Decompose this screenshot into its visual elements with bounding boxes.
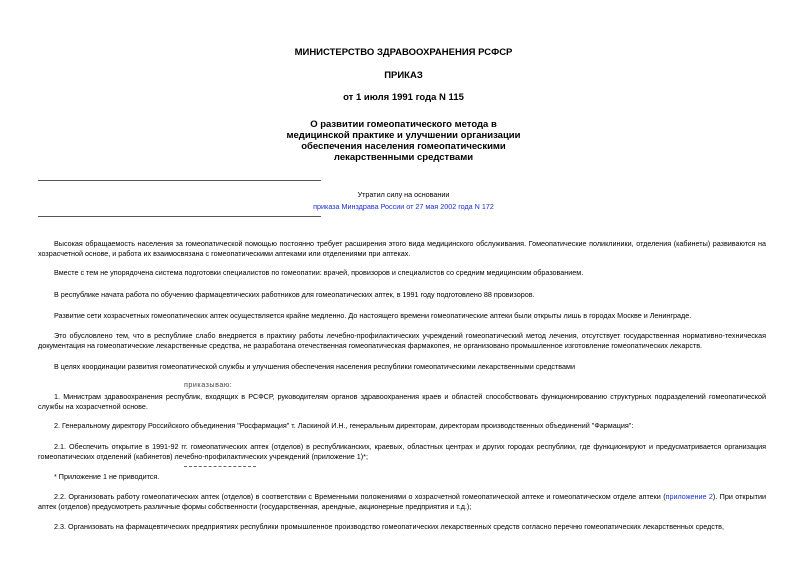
order-item	[38, 442, 766, 462]
date-number-heading: от 1 июля 1991 года N 115	[343, 92, 464, 103]
title-line: О развитии гомеопатического метода в	[310, 119, 497, 130]
footnote-text: * Приложение 1 не приводится.	[54, 472, 160, 481]
paragraph-text: Вместе с тем не упорядочена система подготовки специалистов по гомеопатии: врачей, провизоров и специалистов со средним медицинским образованием.	[54, 268, 584, 277]
paragraph	[38, 362, 766, 372]
paragraph	[38, 331, 766, 351]
repeal-order-link[interactable]: приказа Минздрава России от 27 мая 2002 года N 172	[313, 202, 494, 211]
order-word: приказываю:	[184, 380, 233, 389]
paragraph	[38, 239, 766, 259]
ministry-heading: МИНИСТЕРСТВО ЗДРАВООХРАНЕНИЯ РСФСР	[294, 47, 513, 58]
order-item	[38, 522, 766, 532]
paragraph	[38, 290, 766, 300]
paragraph-text: В целях координации развития гомеопатической службы и улучшения обеспечения населения республики гомеопатическими лекарственными средствами	[54, 362, 575, 371]
order-item-text: 2.2. Организовать работу гомеопатических аптек (отделов) в соответствии с Временными положениями о хозрасчетной гомеопатической аптеке и гомеопатическом отделе аптеки (	[54, 492, 666, 501]
paragraph-text: В республике начата работа по обучению фармацевтических работников для гомеопатических аптек, в 1991 году подготовлено 88 провизоров.	[54, 290, 535, 299]
footnote	[38, 472, 766, 482]
title-line: обеспечения населения гомеопатическими	[301, 141, 506, 152]
order-item	[38, 392, 766, 412]
paragraph-text: Высокая обращаемость населения за гомеопатической помощью постоянно требует расширения этого вида медицинского обслуживания. Гомеопатические поликлиники, отделения (кабинеты) развиваются на хозрасчетной основе, и работа их взаимосвязана с гомеопатическими аптеками или отделениями при аптеках.	[38, 239, 766, 259]
order-item-text: ). При открытии аптек (отделов) предусмотреть различные формы собственности (государственная, арендные, акционерные предприятия и т.д.);	[38, 492, 766, 512]
paragraph	[38, 268, 766, 278]
paragraph-text: Развитие сети хозрасчетных гомеопатических аптек осуществляется крайне медленно. До настоящего времени гомеопатические аптеки были открыты лишь в городах Москве и Ленинграде.	[54, 311, 692, 320]
order-item-text: 2.1. Обеспечить открытие в 1991-92 гг. гомеопатических аптек (отделов) в республиканских, краевых, областных центрах и других городах республики, где функционируют и предусматривается организация гомеопатических отделений (кабинетов) лечебно-профилактических учреждений (приложение 1)*;	[38, 442, 766, 462]
order-item	[38, 421, 766, 431]
order-item-text: 1. Министрам здравоохранения республик, входящих в РСФСР, руководителям органов здравоохранения краев и областей способствовать функционированию структурных подразделений гомеопатической службы на хозрасчетной основе.	[38, 392, 766, 412]
separator-line	[38, 180, 321, 181]
separator-line	[38, 216, 321, 217]
paragraph-text: Это обусловлено тем, что в республике слабо внедряется в практику работы лечебно-профилактических учреждений гомеопатический метод лечения, отсутствует государственная нормативно-техническая документация на гомеопатические лекарственные средства, не разработана отечественная гомеопатическая фармакопея, не организовано промышленное изготовление гомеопатических лекарств.	[38, 331, 766, 351]
lost-force-link-row	[0, 202, 807, 212]
title-line: медицинской практике и улучшении организации	[286, 130, 521, 141]
footnote-separator	[184, 466, 256, 467]
paragraph	[38, 311, 766, 321]
doc-type-heading: ПРИКАЗ	[384, 70, 423, 81]
appendix-2-link[interactable]: приложение 2	[665, 492, 713, 501]
order-item	[38, 492, 766, 512]
title-line: лекарственными средствами	[333, 152, 474, 163]
order-item-text: 2.3. Организовать на фармацевтических предприятиях республики промышленное производство гомеопатических лекарственных средств согласно перечню гомеопатических лекарственных средств,	[54, 522, 724, 531]
order-item-text: 2. Генеральному директору Российского объединения "Росфармация" т. Ласкиной И.Н., генеральным директорам, директорам производственных объединений "Фармация":	[54, 421, 634, 430]
lost-force-text: Утратил силу на основании	[357, 190, 450, 199]
